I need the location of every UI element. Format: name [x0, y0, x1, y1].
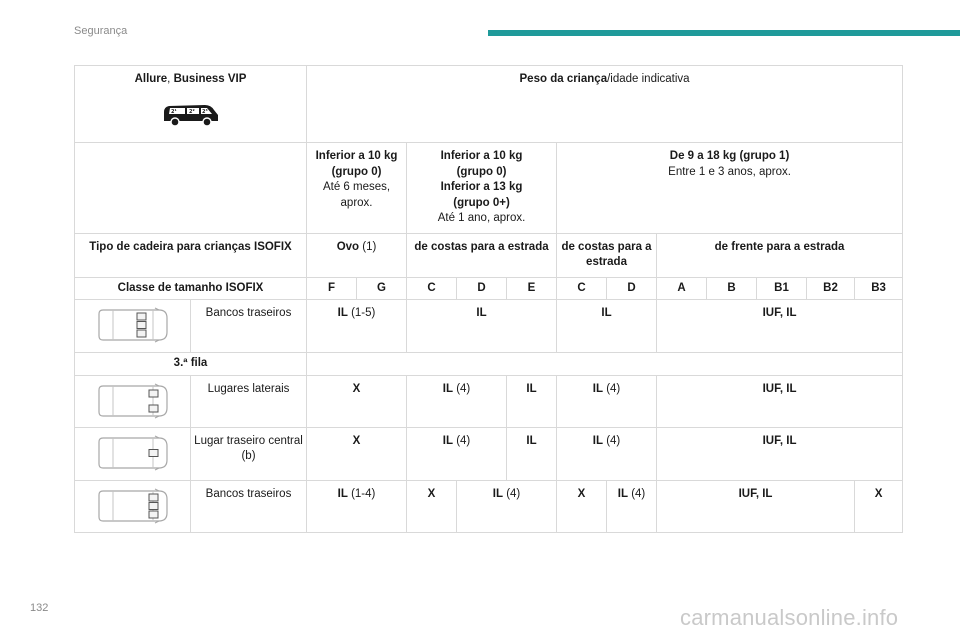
value-cell: IL (4) — [457, 480, 557, 532]
seat-type-rear-facing-2: de costas para a estrada — [557, 233, 657, 277]
empty-cell — [307, 353, 903, 376]
size-class-cell: C — [407, 277, 457, 300]
value-cell: X — [557, 480, 607, 532]
table-row — [75, 277, 903, 300]
size-class-cell: B1 — [757, 277, 807, 300]
size-class-cell: D — [607, 277, 657, 300]
value-cell: IL (1-4) — [307, 480, 407, 532]
value-cell: IL (4) — [557, 375, 657, 427]
value-cell: X — [307, 375, 407, 427]
group-0plus-cell: Inferior a 10 kg (grupo 0) Inferior a 13 kg (grupo 0+) Até 1 ano, aprox. — [407, 143, 557, 234]
table-row — [75, 353, 903, 376]
size-class-cell: C — [557, 277, 607, 300]
value-cell: IL (4) — [607, 480, 657, 532]
svg-text:2²: 2² — [188, 108, 195, 115]
value-cell: IUF, IL — [657, 375, 903, 427]
van-top-side-seats-icon — [97, 382, 169, 420]
size-class-cell: G — [357, 277, 407, 300]
svg-text:2¹: 2¹ — [170, 108, 177, 115]
value-cell: IUF, IL — [657, 300, 903, 353]
value-cell: IL — [557, 300, 657, 353]
size-class-label: Classe de tamanho ISOFIX — [75, 277, 307, 300]
value-cell: IL (4) — [557, 427, 657, 480]
isofix-table — [74, 65, 903, 533]
seat-type-label: Tipo de cadeira para crianças ISOFIX — [75, 233, 307, 277]
empty-cell — [75, 143, 307, 234]
svg-text:2³: 2³ — [201, 108, 208, 115]
vehicle-cell: Allure, Business VIP 2¹ 2² 2³ — [75, 66, 307, 143]
section-title: Segurança — [74, 25, 128, 37]
side-places-diagram-cell — [75, 375, 191, 427]
van-top-center-seat-icon — [97, 434, 169, 472]
size-class-cell: F — [307, 277, 357, 300]
value-cell: IL (4) — [407, 427, 507, 480]
trim-label-2: Business VIP — [173, 73, 247, 85]
center-rear-diagram-cell — [75, 427, 191, 480]
value-cell: IL (1-5) — [307, 300, 407, 353]
row-label: Bancos traseiros — [191, 480, 307, 532]
group-1-cell: De 9 a 18 kg (grupo 1) Entre 1 e 3 anos, aprox. — [557, 143, 903, 234]
size-class-cell: B3 — [855, 277, 903, 300]
value-cell: X — [307, 427, 407, 480]
van-top-rear-bench-icon — [97, 487, 169, 525]
value-cell: IUF, IL — [657, 427, 903, 480]
row-label: Lugar traseiro central (b) — [191, 427, 307, 480]
value-cell: IUF, IL — [657, 480, 855, 532]
table-row — [75, 480, 903, 532]
value-cell: IL — [507, 375, 557, 427]
size-class-cell: E — [507, 277, 557, 300]
value-cell: IL (4) — [407, 375, 507, 427]
value-cell: X — [407, 480, 457, 532]
seat-type-rear-facing: de costas para a estrada — [407, 233, 557, 277]
size-class-cell: D — [457, 277, 507, 300]
page-number: 132 — [30, 602, 49, 614]
table-row — [75, 66, 903, 143]
table-row — [75, 300, 903, 353]
size-class-cell: B2 — [807, 277, 855, 300]
size-class-cell: A — [657, 277, 707, 300]
value-cell: IL — [407, 300, 557, 353]
header-accent-bar — [488, 30, 960, 36]
size-class-cell: B — [707, 277, 757, 300]
rear-seats-diagram-cell — [75, 300, 191, 353]
group-0-cell: Inferior a 10 kg (grupo 0) Até 6 meses, aprox. — [307, 143, 407, 234]
value-cell: IL — [507, 427, 557, 480]
trim-label: Allure — [134, 73, 168, 85]
seat-type-ovo: Ovo (1) — [307, 233, 407, 277]
table-row — [75, 143, 903, 234]
rear-seats-2-diagram-cell — [75, 480, 191, 532]
row-label: Lugares laterais — [191, 375, 307, 427]
table-row — [75, 233, 903, 277]
weight-header-cell: Peso da criança/idade indicativa — [307, 66, 903, 143]
van-top-rear-bench-icon — [97, 306, 169, 344]
third-row-label: 3.ª fila — [75, 353, 307, 376]
table-row — [75, 427, 903, 480]
table-row — [75, 375, 903, 427]
seat-type-forward-facing: de frente para a estrada — [657, 233, 903, 277]
watermark: carmanualsonline.info — [680, 605, 899, 630]
value-cell: X — [855, 480, 903, 532]
row-label: Bancos traseiros — [191, 300, 307, 353]
minivan-side-icon — [161, 102, 221, 128]
